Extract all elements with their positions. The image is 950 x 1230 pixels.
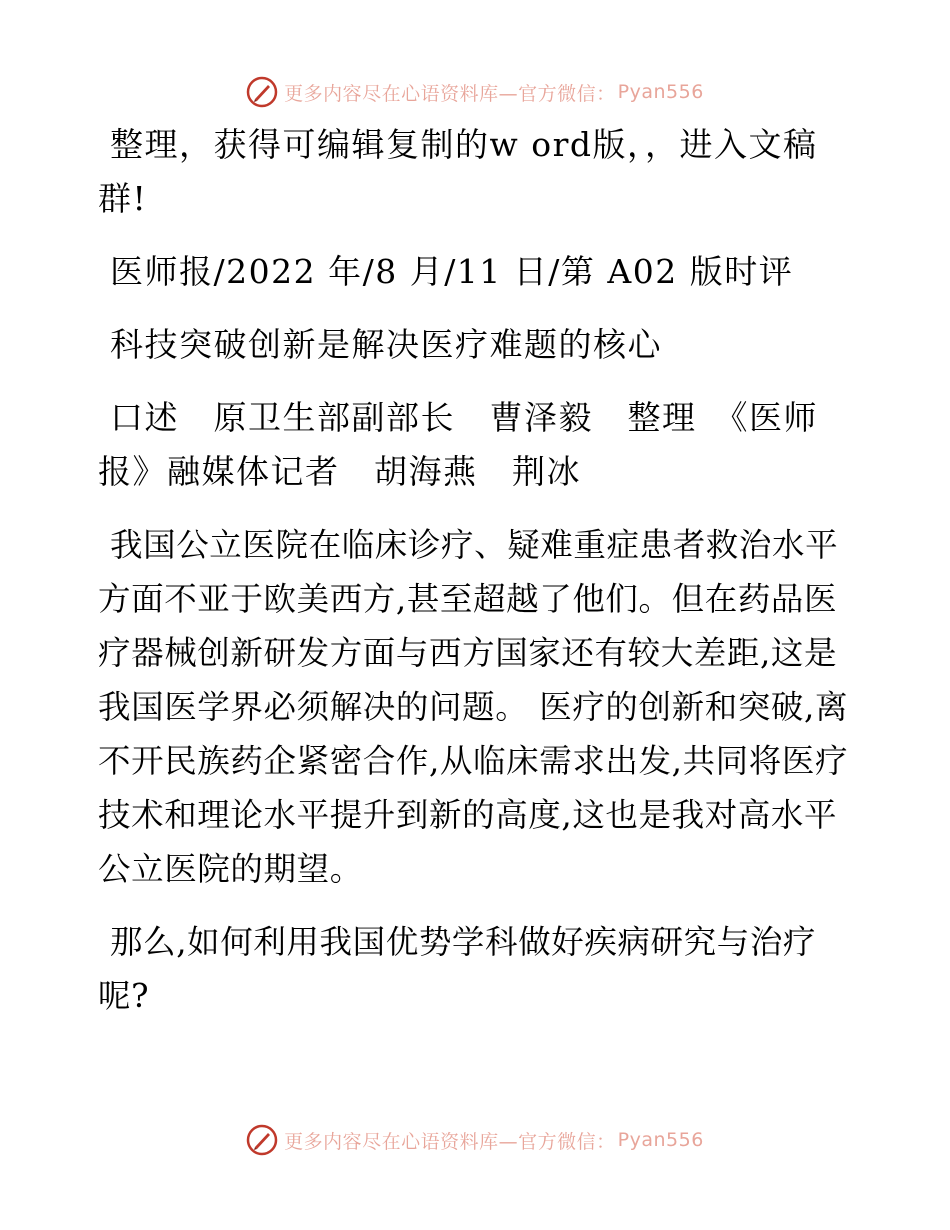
body-paragraph: 那么,如何利用我国优势学科做好疾病研究与治疗呢? xyxy=(98,923,817,1015)
article-title: 科技突破创新是解决医疗难题的核心 xyxy=(110,325,662,364)
feather-pen-logo-icon xyxy=(246,1124,278,1156)
intro-paragraph: 整理，获得可编辑复制的w ord版，，进入文稿群! xyxy=(98,125,818,218)
watermark-text: 更多内容尽在心语资料库—官方微信： xyxy=(284,1130,616,1153)
watermark-wechat-id: Pyan556 xyxy=(617,81,704,103)
watermark-wechat-id: Pyan556 xyxy=(617,1129,704,1151)
header-watermark xyxy=(0,72,950,112)
footer-watermark xyxy=(0,1120,950,1160)
body-paragraph: 我国公立医院在临床诊疗、疑难重症患者救治水平方面不亚于欧美西方,甚至超越了他们。但在药品医疗器械创新研发方面与西方国家还有较大差距,这是我国医学界必须解决的问题。 医疗的创新和突破,离不开民族药企紧密合作,从临床需求出发,共同将医疗技术和理论水平提升到新的高度,这也是我对高水平公立医院的期望。 xyxy=(98,526,849,888)
document-body xyxy=(98,118,850,1042)
feather-pen-logo-icon xyxy=(246,76,278,108)
source-line: 医师报/2022 年/8 月/11 日/第 A02 版时评 xyxy=(110,252,794,291)
byline: 口述 原卫生部副部长 曹泽毅 整理 《医师报》融媒体记者 胡海燕 荆冰 xyxy=(98,398,818,491)
watermark-text: 更多内容尽在心语资料库—官方微信： xyxy=(284,82,616,105)
